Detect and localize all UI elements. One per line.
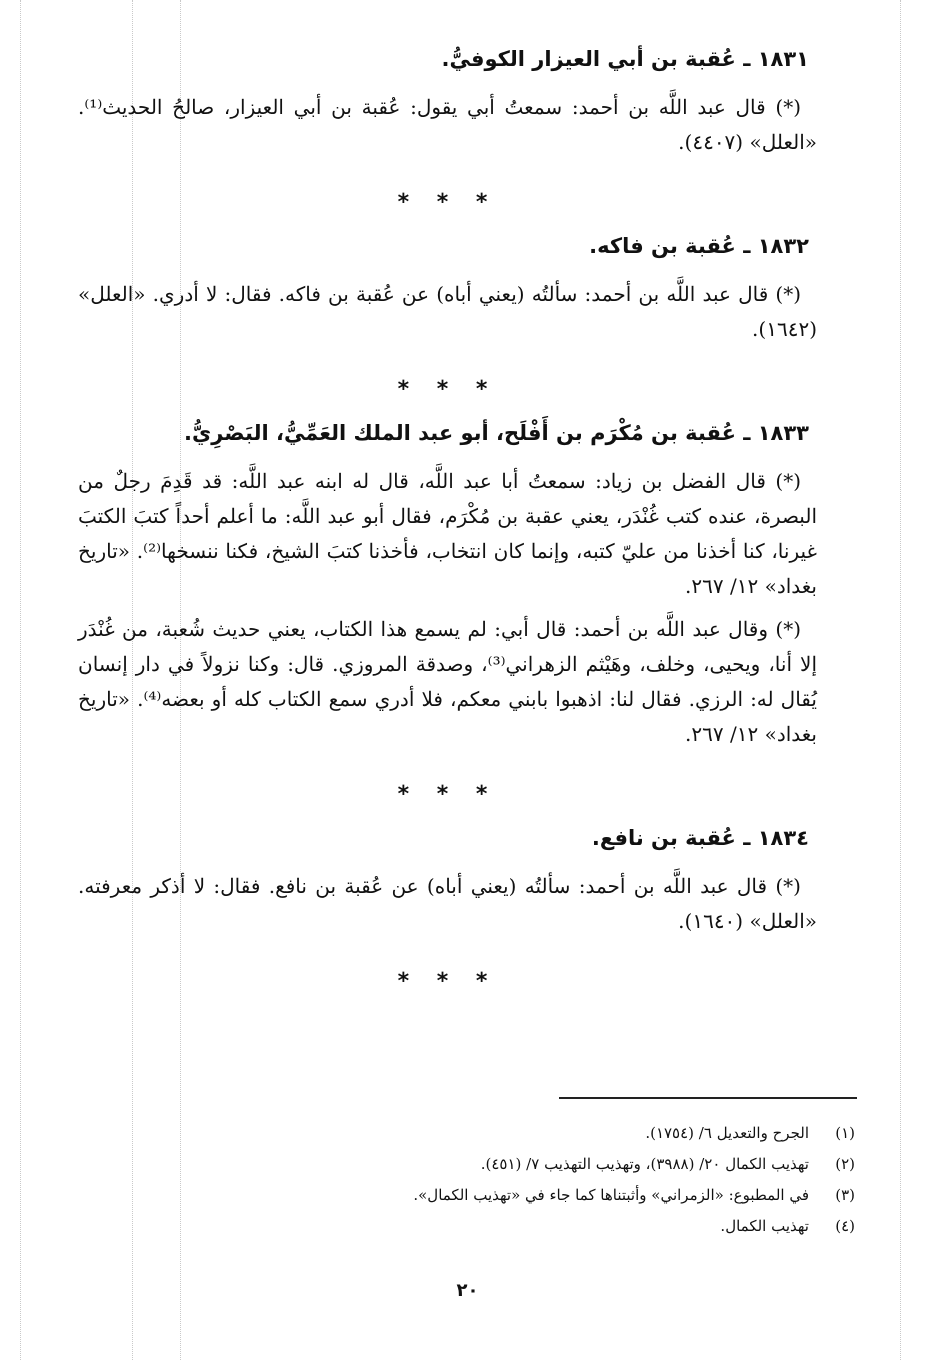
entry-paragraph: (*) وقال عبد اللَّه بن أحمد: قال أبي: لم يسمع هذا الكتاب، يعني حديث شُعبة، من غُنْدَر إلا أنا، ويحيى، وخلف، وهَيْثم الزهراني⁽³⁾، وصدقة المروزي. قال: وكنا نزولاً في دار إنسان يُقال له: الرزي. فقال لنا: اذهبوا بابني معكم، فلا أدري سمع الكتاب كله أو بعضه⁽⁴⁾. «تاريخ بغداد» ١٢/ ٢٦٧.: [78, 617, 817, 746]
entry-title: ١٨٣٤ ـ عُقبة بن نافع.: [591, 826, 809, 850]
entry-title: ١٨٣٣ ـ عُقبة بن مُكْرَم بن أَفْلَح، أبو عبد الملك العَمِّيُّ، البَصْرِيُّ.: [184, 421, 809, 445]
entry-title: ١٨٣١ ـ عُقبة بن أبي العيزار الكوفيُّ.: [441, 47, 809, 71]
footnote-text: في المطبوع: «الزمراني» وأثبتناها كما جاء في «تهذيب الكمال».: [413, 1186, 809, 1204]
footnote-number: (٤): [835, 1217, 855, 1235]
footnote-number: (١): [835, 1124, 855, 1142]
entry-paragraph: (*) قال عبد اللَّه بن أحمد: سألتُه (يعني أباه) عن عُقبة بن نافع. فقال: لا أذكر معرفته. «العلل» (١٦٤٠).: [78, 874, 817, 933]
entry-paragraph: (*) قال عبد اللَّه بن أحمد: سمعتُ أبي يقول: عُقبة بن أبي العيزار، صالحُ الحديث⁽¹⁾. «العلل» (٤٤٠٧).: [78, 95, 817, 154]
page-number: ٢٠: [456, 1280, 479, 1301]
entry-paragraph: (*) قال الفضل بن زياد: سمعتُ أبا عبد اللَّه، قال له ابنه عبد اللَّه: قد قَدِمَ رجلٌ من البصرة، عنده كتب غُنْدَر، يعني عقبة بن مُكْرَم، فقال أبو عبد اللَّه: ما أعلم أحداً كتبَ الكتبَ غيرنا، كنا أخذنا من عليّ كتبه، وإنما كان انتخاب، فأخذنا كتبَ الشيخ، فكنا ننسخها⁽²⁾. «تاريخ بغداد» ١٢/ ٢٦٧.: [78, 469, 817, 598]
section-separator: * * *: [397, 377, 498, 402]
footnotes: [80, 1118, 855, 1242]
section-separator: * * *: [397, 969, 498, 994]
entry-paragraph: (*) قال عبد اللَّه بن أحمد: سألتُه (يعني أباه) عن عُقبة بن فاكه. فقال: لا أدري. «العلل» (١٦٤٢).: [78, 282, 817, 341]
footnote-text: الجرح والتعديل ٦/ (١٧٥٤).: [645, 1124, 809, 1142]
footnote-divider: [559, 1097, 857, 1099]
entry-title: ١٨٣٢ ـ عُقبة بن فاكه.: [589, 234, 809, 258]
footnote-item: [80, 1180, 855, 1211]
section-separator: * * *: [397, 190, 498, 215]
main-text: [78, 30, 817, 1008]
section-separator: * * *: [397, 782, 498, 807]
footnote-item: [80, 1149, 855, 1180]
footnote-text: تهذيب الكمال ٢٠/ (٣٩٨٨)، وتهذيب التهذيب ٧/ (٤٥١).: [480, 1155, 809, 1173]
footnote-text: تهذيب الكمال.: [720, 1217, 809, 1235]
footnote-item: [80, 1118, 855, 1149]
scan-artifact-line: [900, 0, 901, 1360]
footnote-item: [80, 1211, 855, 1242]
footnote-number: (٢): [835, 1155, 855, 1173]
footnote-number: (٣): [835, 1186, 855, 1204]
scan-artifact-line: [20, 0, 21, 1360]
